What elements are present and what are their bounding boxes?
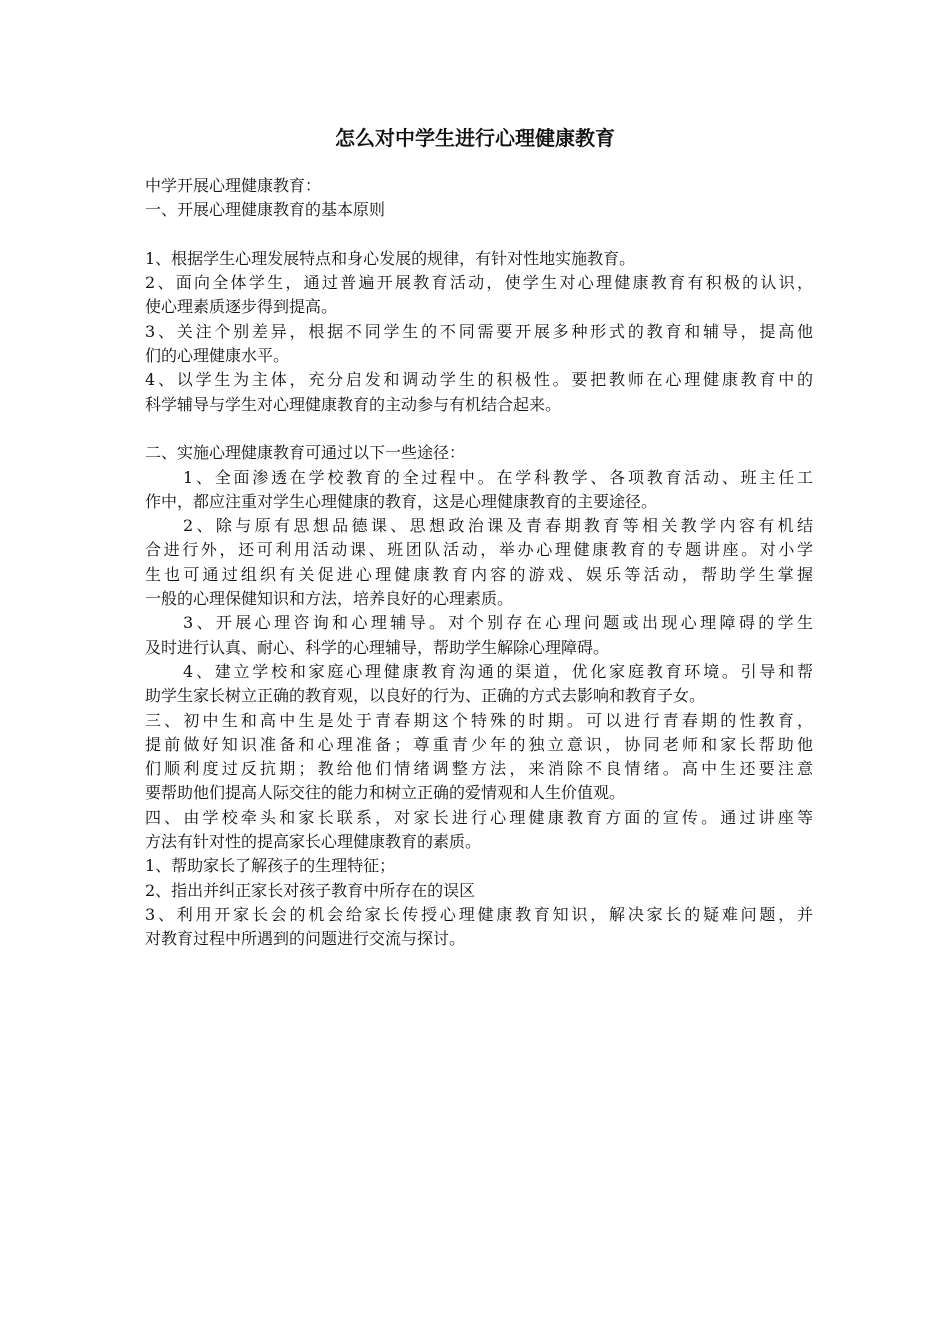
principle-3-line: 3、关注个别差异，根据不同学生的不同需要开展多种形式的教育和辅导，提高他 bbox=[145, 321, 813, 341]
approach-2-line: 2、除与原有思想品德课、思想政治课及青春期教育等相关教学内容有机结 bbox=[183, 516, 813, 536]
approach-3-line: 及时进行认真、耐心、科学的心理辅导，帮助学生解除心理障碍。 bbox=[145, 637, 610, 657]
section-3-line: 提前做好知识准备和心理准备；尊重青少年的独立意识，协同老师和家长帮助他 bbox=[145, 734, 813, 754]
section-3-line: 们顺利度过反抗期；教给他们情绪调整方法，来消除不良情绪。高中生还要注意 bbox=[145, 759, 813, 779]
intro-line: 中学开展心理健康教育： bbox=[145, 176, 322, 195]
approach-4-line: 4、建立学校和家庭心理健康教育沟通的渠道，优化家庭教育环境。引导和帮 bbox=[183, 661, 813, 681]
parent-item-1-line: 1、帮助家长了解孩子的生理特征； bbox=[145, 856, 396, 876]
parent-item-2-line: 2、指出并纠正家长对孩子教育中所存在的误区 bbox=[145, 880, 476, 900]
section-3-line: 三、初中生和高中生是处于青春期这个特殊的时期。可以进行青春期的性教育， bbox=[145, 710, 813, 730]
principle-1-line: 1、根据学生心理发展特点和身心发展的规律，有针对性地实施教育。 bbox=[145, 248, 636, 268]
approach-1-line: 作中，都应注重对学生心理健康的教育，这是心理健康教育的主要途径。 bbox=[145, 491, 658, 511]
principle-2-line: 2、面向全体学生，通过普遍开展教育活动，使学生对心理健康教育有积极的认识， bbox=[145, 273, 813, 293]
section-4-line: 方法有针对性的提高家长心理健康教育的素质。 bbox=[145, 832, 482, 852]
blank-line bbox=[145, 417, 813, 441]
blank-line bbox=[145, 223, 813, 247]
principle-4-line: 4、以学生为主体，充分启发和调动学生的积极性。要把教师在心理健康教育中的 bbox=[145, 370, 813, 390]
section-3-line: 要帮助他们提高人际交往的能力和树立正确的爱情观和人生价值观。 bbox=[145, 783, 626, 803]
approach-2-line: 生也可通过组织有关促进心理健康教育内容的游戏、娱乐等活动，帮助学生掌握 bbox=[145, 564, 813, 584]
parent-item-3-line: 3、利用开家长会的机会给家长传授心理健康教育知识，解决家长的疑难问题，并 bbox=[145, 904, 813, 924]
principle-4-line: 科学辅导与学生对心理健康教育的主动参与有机结合起来。 bbox=[145, 394, 562, 414]
section-heading-2: 二、实施心理健康教育可通过以下一些途径： bbox=[145, 443, 466, 463]
parent-item-3-line: 对教育过程中所遇到的问题进行交流与探讨。 bbox=[145, 929, 466, 949]
approach-3-line: 3、开展心理咨询和心理辅导。对个别存在心理问题或出现心理障碍的学生 bbox=[183, 613, 813, 633]
document-title: 怎么对中学生进行心理健康教育 bbox=[335, 126, 615, 150]
principle-3-line: 们的心理健康水平。 bbox=[145, 346, 290, 366]
approach-2-line: 一般的心理保健知识和方法，培养良好的心理素质。 bbox=[145, 589, 514, 609]
approach-4-line: 助学生家长树立正确的教育观，以良好的行为、正确的方式去影响和教育子女。 bbox=[145, 686, 706, 706]
section-4-line: 四、由学校牵头和家长联系，对家长进行心理健康教育方面的宣传。通过讲座等 bbox=[145, 807, 813, 827]
section-heading-1: 一、开展心理健康教育的基本原则 bbox=[145, 200, 386, 220]
approach-1-line: 1、全面渗透在学校教育的全过程中。在学科教学、各项教育活动、班主任工 bbox=[183, 467, 813, 487]
principle-2-line: 使心理素质逐步得到提高。 bbox=[145, 297, 338, 317]
document-body bbox=[145, 174, 813, 952]
approach-2-line: 合进行外，还可利用活动课、班团队活动，举办心理健康教育的专题讲座。对小学 bbox=[145, 540, 813, 560]
